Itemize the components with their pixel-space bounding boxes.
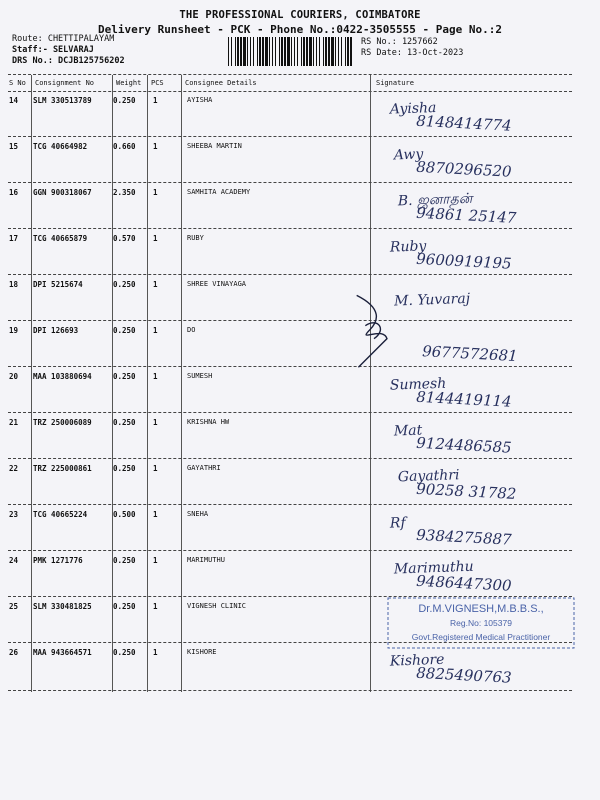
handwritten-phone: 9384275887 [415,525,513,549]
cell-pcs: 1 [153,142,158,151]
cell-weight: 2.350 [113,188,136,197]
table-row [0,184,600,230]
cell-consignment: MAA 103880694 [33,372,92,381]
rs-date-label: RS Date: 13-Oct-2023 [361,48,464,58]
table-row [0,414,600,460]
cell-sno: 25 [9,602,19,611]
signature-cell [376,644,576,688]
cell-sno: 17 [9,234,19,243]
cell-consignment: TRZ 250006089 [33,418,92,427]
staff-label: Staff:- SELVARAJ [12,45,94,55]
handwritten-signature: Ayisha [389,99,437,118]
cell-sno: 20 [9,372,19,381]
cell-weight: 0.250 [113,602,136,611]
cell-pcs: 1 [153,188,158,197]
cell-weight: 0.250 [113,280,136,289]
cell-pcs: 1 [153,418,158,427]
handwritten-phone: 90258 31782 [415,479,517,504]
cell-consignee: GAYATHRI [187,464,221,472]
cell-pcs: 1 [153,280,158,289]
cell-sno: 26 [9,648,19,657]
cell-pcs: 1 [153,96,158,105]
header-right-info [361,37,463,59]
handwritten-signature: Rf [389,515,406,532]
handwritten-phone: 8870296520 [415,157,513,181]
cell-consignment: PMK 1271776 [33,556,83,565]
cell-consignee: KRISHNA HW [187,418,230,426]
cell-consignment: DPI 126693 [33,326,79,335]
col-header-consignment: Consignment No [35,79,95,87]
cell-sno: 14 [9,96,19,105]
cell-consignee: DO [187,326,196,334]
handwritten-phone: 9677572681 [421,342,519,366]
row-divider [8,366,572,367]
cell-pcs: 1 [153,648,158,657]
signature-cell [376,276,576,320]
cell-consignment: MAA 943664571 [33,648,92,657]
cell-weight: 0.250 [113,96,136,105]
row-divider [8,458,572,459]
cell-pcs: 1 [153,326,158,335]
cell-consignee: VIGNESH CLINIC [187,602,247,610]
cell-weight: 0.250 [113,464,136,473]
row-divider [8,412,572,413]
drs-label: DRS No.: DCJB125756202 [12,56,125,66]
cell-pcs: 1 [153,372,158,381]
table-row [0,138,600,184]
table-row [0,552,600,598]
handwritten-phone: 9124486585 [415,433,513,457]
cell-consignee: SAMHITA ACADEMY [187,188,251,196]
header-divider-top [8,74,572,75]
cell-consignee: KISHORE [187,648,217,656]
cell-weight: 0.500 [113,510,136,519]
row-divider [8,228,572,229]
handwritten-signature: B. ஜனாதன் [397,190,473,210]
table-row [0,506,600,552]
row-divider [8,320,572,321]
cell-consignee: SUMESH [187,372,213,380]
signature-cell [376,230,576,274]
col-header-weight: Weight [116,79,142,87]
cell-consignee: SHREE VINAYAGA [187,280,247,288]
handwritten-signature: Awy [393,146,424,164]
cell-consignee: AYISHA [187,96,213,104]
cell-consignment: GGN 900318067 [33,188,92,197]
table-row [0,322,600,368]
cell-weight: 0.250 [113,648,136,657]
stamp-line-2: Reg.No: 105379 [450,618,512,628]
cell-consignee: SHEEBA MARTIN [187,142,242,150]
cell-weight: 0.250 [113,418,136,427]
cell-weight: 0.570 [113,234,136,243]
col-header-pcs: PCS [151,79,164,87]
cell-consignment: TCG 40664982 [33,142,88,151]
signature-cell [376,92,576,136]
table-bottom-divider [8,690,572,691]
scribble-signature [348,290,400,370]
handwritten-signature: Marimuthu [393,558,474,578]
cell-weight: 0.660 [113,142,136,151]
cell-consignment: TRZ 225000861 [33,464,92,473]
handwritten-phone: 8825490763 [415,663,513,687]
handwritten-signature: Gayathri [397,467,460,486]
cell-weight: 0.250 [113,372,136,381]
company-title: THE PROFESSIONAL COURIERS, COIMBATORE [179,9,421,21]
cell-consignment: TCG 40665879 [33,234,88,243]
handwritten-phone: 9486447300 [415,571,513,595]
row-divider [8,274,572,275]
handwritten-phone: 94861 25147 [415,203,517,228]
cell-sno: 22 [9,464,19,473]
table-row [0,368,600,414]
header-left-info [12,34,125,67]
cell-pcs: 1 [153,556,158,565]
handwritten-signature: M. Yuvaraj [393,290,471,310]
handwritten-signature: Mat [393,422,423,440]
cell-consignee: SNEHA [187,510,209,518]
signature-cell [376,322,576,366]
cell-consignment: TCG 40665224 [33,510,88,519]
rs-no-label: RS No.: 1257662 [361,37,438,47]
signature-cell [376,184,576,228]
barcode-image [228,37,354,66]
cell-sno: 16 [9,188,19,197]
runsheet-subtitle: Delivery Runsheet - PCK - Phone No.:0422-3505555 - Page No.:2 [98,23,502,36]
signature-cell [376,138,576,182]
cell-sno: 23 [9,510,19,519]
cell-sno: 21 [9,418,19,427]
signature-cell [376,368,576,412]
cell-sno: 24 [9,556,19,565]
handwritten-signature: Ruby [389,238,427,256]
handwritten-phone: 9600919195 [415,249,513,273]
cell-pcs: 1 [153,464,158,473]
col-header-signature: Signature [376,79,414,87]
stamp-line-3: Govt.Registered Medical Practitioner [411,632,551,642]
cell-weight: 0.250 [113,556,136,565]
handwritten-signature: Sumesh [389,375,447,394]
signature-cell [376,506,576,550]
cell-sno: 19 [9,326,19,335]
cell-pcs: 1 [153,602,158,611]
cell-consignee: MARIMUTHU [187,556,225,564]
handwritten-phone: 8144419114 [415,387,513,411]
handwritten-signature: Kishore [389,651,445,670]
cell-sno: 18 [9,280,19,289]
handwritten-phone: 8148414774 [415,111,513,135]
table-row [0,644,600,690]
cell-consignment: SLM 330481825 [33,602,92,611]
signature-cell [376,460,576,504]
cell-pcs: 1 [153,234,158,243]
cell-sno: 15 [9,142,19,151]
signature-cell [376,414,576,458]
table-row [0,460,600,506]
signature-cell [376,552,576,596]
route-label: Route: CHETTIPALAYAM [12,34,115,44]
cell-weight: 0.250 [113,326,136,335]
table-row [0,230,600,276]
col-header-consignee: Consignee Details [185,79,257,87]
stamp-line-1: Dr.M.VIGNESH,M.B.B.S., [418,603,544,615]
col-header-sno: S No [9,79,26,87]
cell-consignment: DPI 5215674 [33,280,83,289]
doctor-stamp [386,596,576,650]
cell-consignment: SLM 330513789 [33,96,92,105]
cell-consignee: RUBY [187,234,204,242]
table-row [0,276,600,322]
row-divider [8,504,572,505]
table-row [0,92,600,138]
row-divider [8,182,572,183]
row-divider [8,550,572,551]
cell-pcs: 1 [153,510,158,519]
row-divider [8,136,572,137]
